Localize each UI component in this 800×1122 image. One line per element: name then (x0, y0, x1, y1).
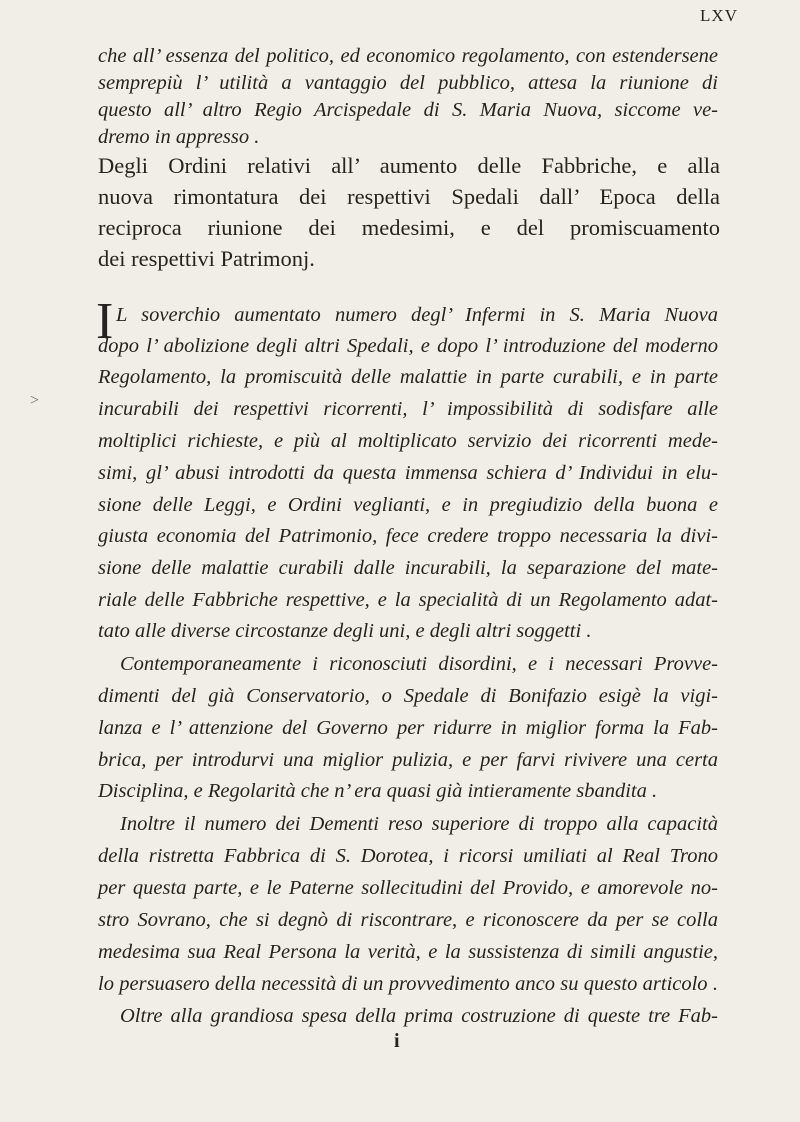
intro-line: che all’ essenza del politico, ed economico regolamento, con estendersene (98, 45, 718, 67)
page-number: LXV (700, 6, 738, 25)
catchword: i (394, 1030, 400, 1052)
intro-line: semprepiù l’ utilità a vantaggio del pubblico, attesa la riunione di (98, 72, 718, 94)
section-heading-line: Degli Ordini relativi all’ aumento delle Fabbriche, e alla (98, 153, 720, 178)
body-line: simi, gl’ abusi introdotti da questa immensa schiera d’ Individui in elu- (98, 462, 718, 484)
body-line: medesima sua Real Persona la verità, e la sussistenza di simili angustie, (98, 941, 718, 963)
section-heading-line: reciproca riunione dei medesimi, e del promiscuamento (98, 215, 720, 240)
body-line: Inoltre il numero dei Dementi reso superiore di troppo alla capacità (120, 813, 718, 835)
body-line: brica, per introdurvi una miglior pulizia, e per farvi rivivere una certa (98, 749, 718, 771)
section-heading-line: nuova rimontatura dei respettivi Spedali dall’ Epoca della (98, 184, 720, 209)
body-line: Regolamento, la promiscuità delle malattie in parte curabili, e in parte (98, 366, 718, 388)
body-line: lanza e l’ attenzione del Governo per ridurre in miglior forma la Fab- (98, 717, 718, 739)
body-line: L soverchio aumentato numero degl’ Infermi in S. Maria Nuova (116, 304, 718, 326)
body-line: riale delle Fabbriche respettive, e la specialità di un Regolamento adat- (98, 589, 718, 611)
body-line: dimenti del già Conservatorio, o Spedale di Bonifazio esigè la vigi- (98, 685, 718, 707)
body-line: stro Sovrano, che si degnò di riscontrare, e riconoscere da per se colla (98, 909, 718, 931)
body-line: Oltre alla grandiosa spesa della prima costruzione di queste tre Fab- (120, 1005, 718, 1027)
body-line: moltiplici richieste, e più al moltiplicato servizio dei ricorrenti mede- (98, 430, 718, 452)
body-line: dopo l’ abolizione degli altri Spedali, e dopo l’ introduzione del moderno (98, 335, 718, 357)
body-line: sione delle malattie curabili dalle incurabili, la separazione del mate- (98, 557, 718, 579)
intro-line: dremo in appresso . (98, 126, 260, 148)
body-line: per questa parte, e le Paterne sollecitudini del Provido, e amorevole no- (98, 877, 718, 899)
body-line: sione delle Leggi, e Ordini veglianti, e in pregiudizio della buona e (98, 494, 718, 516)
body-line: tato alle diverse circostanze degli uni, e degli altri soggetti . (98, 620, 592, 642)
body-line: giusta economia del Patrimonio, fece credere troppo necessaria la divi- (98, 525, 718, 547)
body-line: lo persuasero della necessità di un provvedimento anco su questo articolo . (98, 973, 718, 995)
intro-line: questo all’ altro Regio Arcispedale di S. Maria Nuova, siccome ve- (98, 99, 718, 121)
body-line: Disciplina, e Regolarità che n’ era quasi già intieramente sbandita . (98, 780, 658, 802)
body-line: Contemporaneamente i riconosciuti disordini, e i necessari Provve- (120, 653, 718, 675)
drop-cap: I (96, 293, 114, 350)
body-line: della ristretta Fabbrica di S. Dorotea, i ricorsi umiliati al Real Trono (98, 845, 718, 867)
body-line: incurabili dei respettivi ricorrenti, l’ impossibilità di sodisfare alle (98, 398, 718, 420)
section-heading-line: dei respettivi Patrimonj. (98, 246, 315, 271)
margin-mark: > (30, 392, 40, 409)
